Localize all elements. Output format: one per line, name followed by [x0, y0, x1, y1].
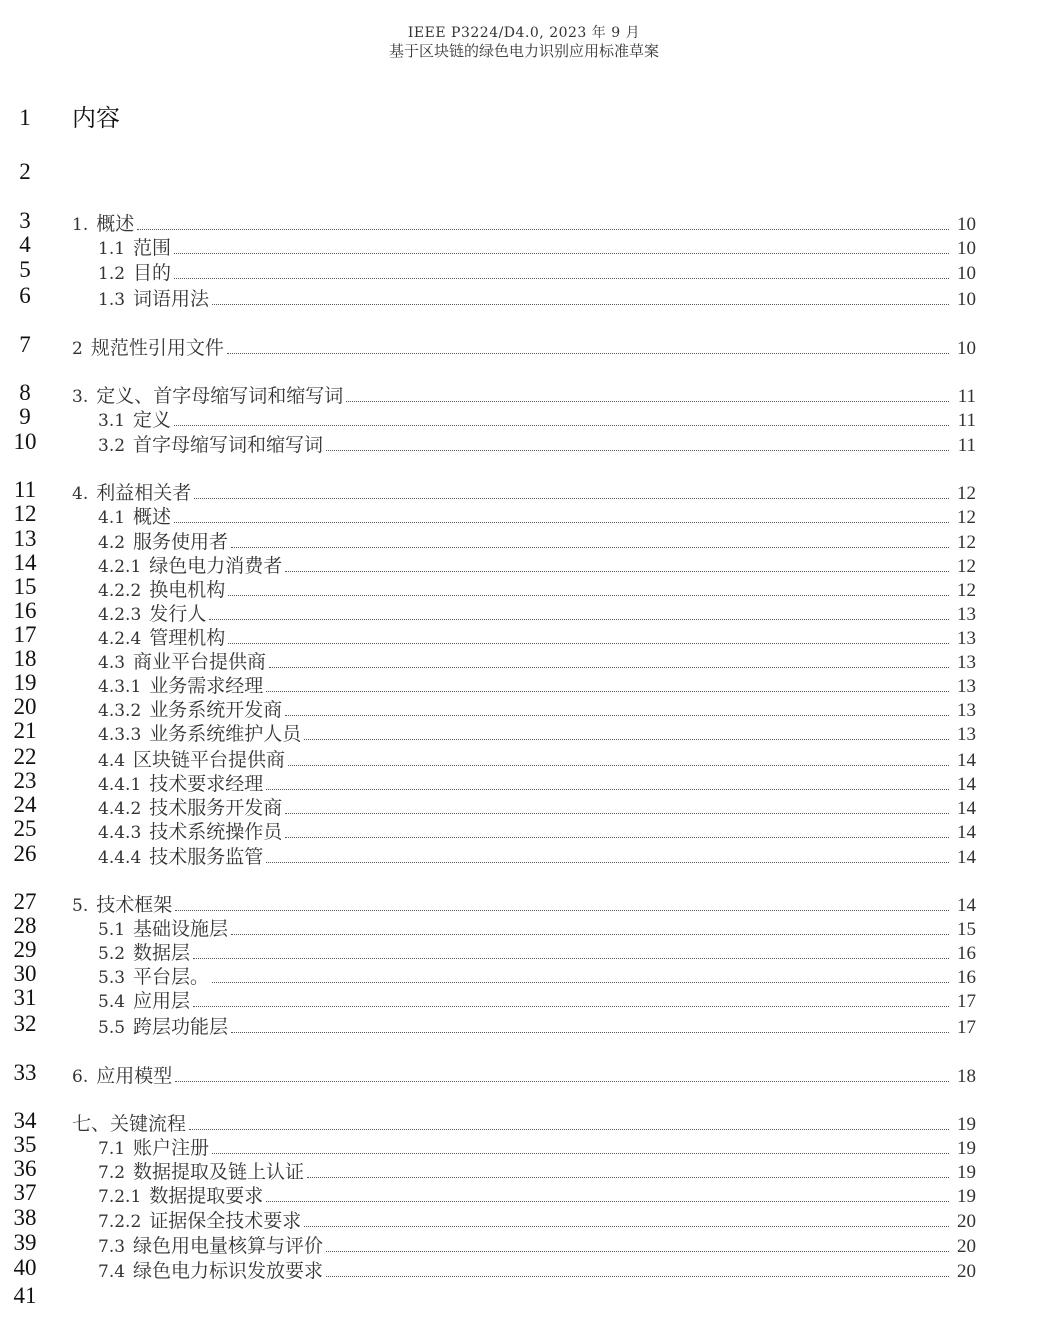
toc-entry-number: 4.4.4 [98, 848, 142, 868]
toc-entry-page: 17 [957, 991, 976, 1012]
toc-entry-page: 11 [957, 435, 976, 456]
toc-entry-label: 账户注册 [133, 1137, 210, 1159]
dot-leader [304, 739, 949, 740]
toc-entry-label: 基础设施层 [133, 918, 229, 940]
toc-entry[interactable] [98, 405, 976, 429]
toc-entry-page: 11 [957, 410, 976, 431]
line-row [0, 106, 1048, 130]
toc-entry-number: 1.1 [98, 239, 126, 259]
line-number: 32 [13, 1011, 37, 1036]
line-number: 9 [19, 404, 31, 429]
line-number: 15 [13, 574, 37, 599]
toc-entry[interactable] [98, 817, 976, 841]
toc-entry[interactable] [98, 258, 976, 282]
toc-entry-label: 利益相关者 [96, 482, 192, 504]
line-number: 36 [13, 1156, 37, 1181]
line-number: 35 [13, 1132, 37, 1157]
header-standard-id: IEEE P3224/D4.0, 2023 年 9 月 [407, 25, 641, 41]
line-number: 25 [13, 816, 37, 841]
toc-entry-page: 12 [957, 532, 976, 553]
toc-entry-label: 技术框架 [96, 894, 173, 916]
toc-entry[interactable] [98, 1012, 976, 1036]
line-number: 2 [19, 159, 31, 184]
line-number: 30 [13, 961, 37, 986]
toc-entry-label: 区块链平台提供商 [133, 749, 286, 771]
toc-entry-page: 12 [957, 556, 976, 577]
toc-entry-label: 平台层。 [133, 966, 210, 988]
toc-entry-number: 7.1 [98, 1139, 126, 1159]
toc-entry-number: 1.2 [98, 264, 126, 284]
toc-entry-number: 7.4 [98, 1262, 126, 1282]
dot-leader [231, 1032, 949, 1033]
toc-entry-label: 业务需求经理 [149, 675, 264, 697]
line-number: 1 [19, 105, 31, 130]
toc-entry-label: 绿色电力标识发放要求 [133, 1260, 324, 1282]
toc-entry[interactable] [98, 647, 976, 671]
toc-entry-number: 4.3.1 [98, 677, 142, 697]
line-number: 28 [13, 913, 37, 938]
line-number: 6 [19, 283, 31, 308]
line-number: 7 [19, 332, 31, 357]
toc-entry-page: 19 [957, 1186, 976, 1207]
toc-entry-page: 11 [957, 386, 976, 407]
line-number: 24 [13, 792, 37, 817]
toc-entry-page: 13 [957, 676, 976, 697]
dot-leader [266, 1201, 949, 1202]
line-number: 19 [13, 670, 37, 695]
line-number: 8 [19, 380, 31, 405]
toc-entry[interactable] [98, 1133, 976, 1157]
toc-entry-number: 4. [72, 484, 89, 504]
toc-entry-page: 16 [957, 943, 976, 964]
line-number: 33 [13, 1060, 37, 1085]
line-row [0, 160, 1048, 184]
toc-entry-number: 5.3 [98, 968, 126, 988]
dot-leader [174, 522, 949, 523]
toc-entry[interactable] [98, 1256, 976, 1280]
toc-entry-label: 业务系统维护人员 [149, 723, 302, 745]
toc-entry-number: 5.5 [98, 1018, 126, 1038]
line-number: 23 [13, 768, 37, 793]
dot-leader [212, 982, 949, 983]
line-number: 13 [13, 526, 37, 551]
toc-entry[interactable] [98, 551, 976, 575]
dot-leader [285, 813, 949, 814]
toc-entry-page: 14 [957, 750, 976, 771]
toc-entry-page: 20 [957, 1211, 976, 1232]
toc-entry-label: 绿色电力消费者 [149, 555, 283, 577]
toc-entry[interactable] [98, 938, 976, 962]
toc-entry-label: 绿色用电量核算与评价 [133, 1235, 324, 1257]
toc-entry-label: 定义 [133, 409, 172, 431]
toc-entry[interactable] [98, 745, 976, 769]
toc-entry-label: 发行人 [149, 603, 207, 625]
toc-entry-number: 3.2 [98, 436, 126, 456]
toc-entry-label: 技术服务开发商 [149, 797, 283, 819]
toc-entry-number: 4.3 [98, 653, 126, 673]
toc-entry[interactable] [98, 671, 976, 695]
toc-entry-number: 7.3 [98, 1237, 126, 1257]
line-number: 26 [13, 841, 37, 866]
toc-entry-page: 10 [957, 289, 976, 310]
dot-leader [137, 229, 949, 230]
dot-leader [288, 765, 949, 766]
dot-leader [231, 547, 949, 548]
line-number: 16 [13, 598, 37, 623]
toc-entry-page: 12 [957, 483, 976, 504]
dot-leader [285, 715, 949, 716]
dot-leader [266, 862, 949, 863]
dot-leader [174, 425, 949, 426]
toc-entry-number: 4.2 [98, 533, 126, 553]
toc-entry-number: 1.3 [98, 290, 126, 310]
dot-leader [285, 837, 949, 838]
toc-entry[interactable] [72, 209, 976, 233]
toc-entry[interactable] [98, 599, 976, 623]
dot-leader [194, 498, 949, 499]
dot-leader [285, 571, 949, 572]
toc-entry-page: 14 [957, 822, 976, 843]
line-row [0, 1284, 1048, 1308]
line-number: 22 [13, 744, 37, 769]
toc-entry-page: 16 [957, 967, 976, 988]
toc-entry-label: 词语用法 [133, 288, 210, 310]
toc-entry-label: 数据提取要求 [149, 1185, 264, 1207]
toc-entry-label: 管理机构 [149, 627, 226, 649]
dot-leader [212, 1153, 949, 1154]
toc-entry[interactable] [98, 502, 976, 526]
toc-entry-page: 13 [957, 628, 976, 649]
toc-entry[interactable] [98, 1157, 976, 1181]
toc-entry-number: 4.4.3 [98, 823, 142, 843]
dot-leader [326, 1276, 949, 1277]
toc-entry-number: 4.2.1 [98, 557, 142, 577]
toc-entry-page: 14 [957, 895, 976, 916]
line-number: 40 [13, 1255, 37, 1280]
line-number: 18 [13, 646, 37, 671]
toc-entry[interactable] [98, 1231, 976, 1255]
toc-entry-label: 数据层 [133, 942, 191, 964]
toc-entry-page: 19 [957, 1138, 976, 1159]
toc-entry-label: 定义、首字母缩写词和缩写词 [96, 385, 344, 407]
toc-entry-page: 13 [957, 652, 976, 673]
toc-entry[interactable] [98, 986, 976, 1010]
toc-entry-label: 商业平台提供商 [133, 651, 267, 673]
toc-entry-label: 目的 [133, 262, 172, 284]
toc-entry-label: 规范性引用文件 [90, 337, 224, 359]
toc-entry-number: 5. [72, 896, 89, 916]
line-number: 11 [13, 477, 37, 502]
toc-entry-number: 5.4 [98, 992, 126, 1012]
toc-entry-page: 12 [957, 580, 976, 601]
dot-leader [269, 667, 949, 668]
toc-entry[interactable] [98, 1206, 976, 1230]
toc-entry-number: 1. [72, 215, 89, 235]
toc-entry-label: 证据保全技术要求 [149, 1210, 302, 1232]
toc-entry-page: 10 [957, 238, 976, 259]
toc-entry-number: 4.3.3 [98, 725, 142, 745]
line-number: 5 [19, 257, 31, 282]
toc-entry-label: 技术服务监管 [149, 846, 264, 868]
toc-entry[interactable] [98, 575, 976, 599]
line-number: 21 [13, 718, 37, 743]
toc-entry-label: 业务系统开发商 [149, 699, 283, 721]
line-number: 17 [13, 622, 37, 647]
toc-entry-label: 概述 [96, 213, 135, 235]
toc-entry-number: 5.2 [98, 944, 126, 964]
toc-entry[interactable] [98, 695, 976, 719]
toc-entry[interactable] [72, 381, 976, 405]
dot-leader [307, 1177, 949, 1178]
toc-entry[interactable] [98, 1181, 976, 1205]
toc-entry-page: 10 [957, 214, 976, 235]
toc-entry-label: 应用模型 [96, 1065, 173, 1087]
toc-entry-page: 20 [957, 1261, 976, 1282]
toc-entry-number: 4.1 [98, 508, 126, 528]
dot-leader [228, 643, 949, 644]
line-number: 41 [13, 1283, 37, 1308]
toc-title: 内容 [72, 104, 120, 132]
toc-entry-page: 17 [957, 1017, 976, 1038]
dot-leader [304, 1226, 949, 1227]
toc-entry-label: 首字母缩写词和缩写词 [133, 434, 324, 456]
toc-entry[interactable] [98, 233, 976, 257]
dot-leader [174, 278, 949, 279]
toc-entry[interactable] [72, 1061, 976, 1085]
dot-leader [227, 353, 949, 354]
line-number: 31 [13, 985, 37, 1010]
toc-entry[interactable] [72, 478, 976, 502]
toc-entry-number: 6. [72, 1067, 89, 1087]
toc-entry-page: 14 [957, 798, 976, 819]
dot-leader [209, 619, 949, 620]
toc-entry-page: 13 [957, 724, 976, 745]
toc-entry-number: 7.2.1 [98, 1187, 142, 1207]
toc-entry[interactable] [72, 890, 976, 914]
toc-entry[interactable] [98, 623, 976, 647]
toc-entry-label: 范围 [133, 237, 172, 259]
toc-entry[interactable] [98, 962, 976, 986]
line-number: 37 [13, 1180, 37, 1205]
toc-entry-number: 3.1 [98, 411, 126, 431]
toc-entry-page: 13 [957, 700, 976, 721]
toc-entry[interactable] [72, 333, 976, 357]
toc-entry-number: 2 [72, 339, 83, 359]
dot-leader [175, 1081, 949, 1082]
line-number: 27 [13, 889, 37, 914]
toc-entry[interactable] [98, 793, 976, 817]
toc-entry-number: 4.4 [98, 751, 126, 771]
toc-entry-label: 服务使用者 [133, 531, 229, 553]
toc-entry-page: 13 [957, 604, 976, 625]
toc-entry-number: 7.2 [98, 1163, 126, 1183]
dot-leader [228, 595, 949, 596]
line-number: 34 [13, 1108, 37, 1133]
toc-entry-label: 跨层功能层 [133, 1016, 229, 1038]
toc-entry-label: 技术系统操作员 [149, 821, 283, 843]
toc-entry-number: 4.2.3 [98, 605, 142, 625]
dot-leader [193, 958, 949, 959]
dot-leader [326, 450, 949, 451]
page-header [0, 24, 1048, 60]
dot-leader [346, 401, 949, 402]
toc-entry-page: 14 [957, 847, 976, 868]
toc-entry-number: 5.1 [98, 920, 126, 940]
toc-entry-label: 数据提取及链上认证 [133, 1161, 305, 1183]
toc-entry-number: 3. [72, 387, 89, 407]
dot-leader [189, 1129, 949, 1130]
toc-entry-number: 4.2.2 [98, 581, 142, 601]
line-number: 4 [19, 232, 31, 257]
toc-entry-page: 10 [957, 338, 976, 359]
line-number: 3 [19, 208, 31, 233]
toc-entry-number: 4.3.2 [98, 701, 142, 721]
toc-entry-page: 10 [957, 263, 976, 284]
line-number: 20 [13, 694, 37, 719]
toc-entry-number: 4.2.4 [98, 629, 142, 649]
dot-leader [175, 910, 949, 911]
toc-entry-page: 19 [957, 1114, 976, 1135]
toc-entry[interactable] [98, 430, 976, 454]
toc-entry-label: 七、关键流程 [72, 1113, 187, 1135]
line-number: 12 [13, 501, 37, 526]
toc-entry[interactable] [98, 284, 976, 308]
toc-entry[interactable] [98, 842, 976, 866]
toc-entry[interactable] [98, 719, 976, 743]
toc-entry-page: 15 [957, 919, 976, 940]
toc-entry[interactable] [98, 769, 976, 793]
toc-entry-label: 应用层 [133, 990, 191, 1012]
line-number: 10 [13, 429, 37, 454]
toc-entry-page: 19 [957, 1162, 976, 1183]
toc-entry-page: 14 [957, 774, 976, 795]
dot-leader [266, 691, 949, 692]
toc-entry-label: 技术要求经理 [149, 773, 264, 795]
toc-entry-number: 7.2.2 [98, 1212, 142, 1232]
toc-entry-number: 4.4.2 [98, 799, 142, 819]
toc-entry-page: 18 [957, 1066, 976, 1087]
header-document-title: 基于区块链的绿色电力识别应用标准草案 [388, 42, 659, 60]
toc-entry[interactable] [98, 914, 976, 938]
toc-entry[interactable] [72, 1109, 976, 1133]
line-number: 39 [13, 1230, 37, 1255]
line-number: 38 [13, 1205, 37, 1230]
toc-entry-page: 12 [957, 507, 976, 528]
dot-leader [174, 253, 949, 254]
toc-entry-label: 换电机构 [149, 579, 226, 601]
line-number: 14 [13, 550, 37, 575]
toc-entry-page: 20 [957, 1236, 976, 1257]
dot-leader [266, 789, 949, 790]
dot-leader [193, 1006, 949, 1007]
line-number: 29 [13, 937, 37, 962]
dot-leader [212, 304, 949, 305]
dot-leader [231, 934, 949, 935]
dot-leader [326, 1251, 949, 1252]
toc-entry-label: 概述 [133, 506, 172, 528]
toc-entry[interactable] [98, 527, 976, 551]
toc-entry-number: 4.4.1 [98, 775, 142, 795]
